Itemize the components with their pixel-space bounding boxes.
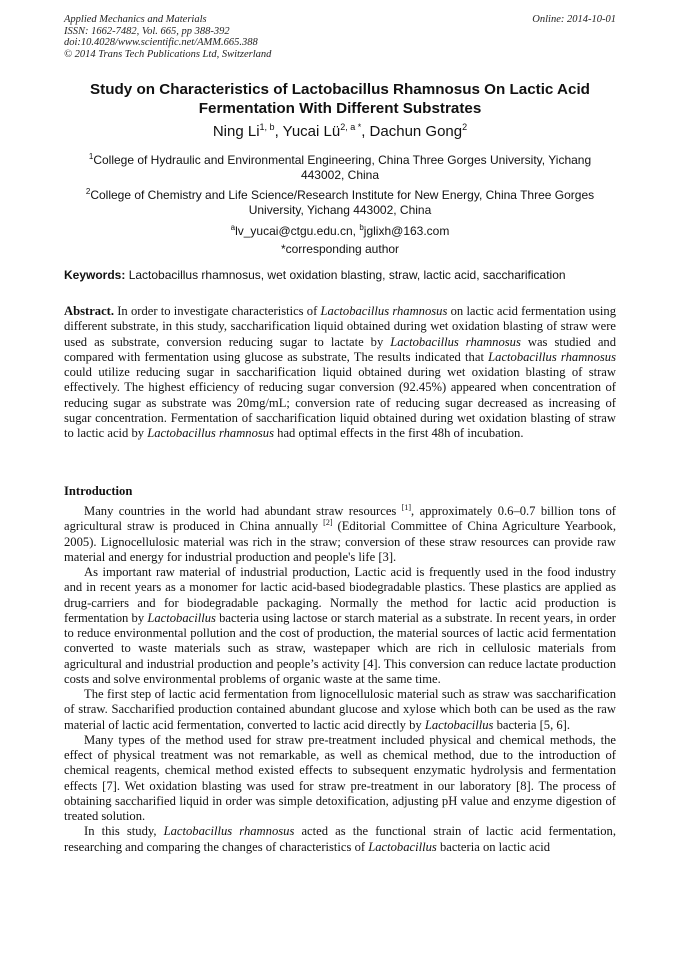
keywords-label: Keywords:: [64, 268, 126, 282]
abstract-text: had optimal effects in the first 48h of incubation.: [274, 426, 524, 440]
abstract-label: Abstract.: [64, 304, 115, 318]
species-name: Lactobacillus: [424, 717, 494, 732]
affil-text: University, Yichang 443002, China: [248, 203, 432, 217]
issn-line: ISSN: 1662-7482, Vol. 665, pp 388-392: [64, 25, 230, 37]
paper-title: [64, 80, 616, 118]
abstract-text: In order to investigate characteristics of: [114, 304, 321, 318]
title-line-2: Fermentation With Different Substrates: [198, 100, 482, 117]
corresponding-note: *corresponding author: [280, 242, 400, 256]
keywords: [64, 268, 616, 283]
email-mark: a: [230, 223, 236, 232]
paragraph: In this study, Lactobacillus rhamnosus acted as the functional strain of lactic acid fermentation, researching and comparing the changes of characteristics of Lactobacillus bacteria on lactic acid: [64, 824, 616, 854]
species-name: Lactobacillus rhamnosus: [320, 304, 448, 318]
author-name: Ning Li: [212, 123, 260, 140]
author-affil-mark: 2, a *: [340, 122, 362, 132]
affil-text: College of Chemistry and Life Science/Research Institute for New Energy, China Three Gorges: [90, 188, 595, 202]
paragraph: Many countries in the world had abundant straw resources [1], approximately 0.6–0.7 billion tons of agricultural straw is produced in China annually [2] (Editorial Committee of China Agriculture Yearbook, 2005). Lignocellulosic material was rich in the straw; conversion of these straw resources can provide raw material and energy for industrial production and people's life [3].: [64, 502, 616, 564]
affiliation-1: [74, 149, 606, 183]
affil-text: College of Hydraulic and Environmental Engineering, China Three Gorges University, Yichang: [93, 153, 592, 167]
abstract-text: could utilize reducing sugar in saccharification liquid obtained during wet oxidation blasting of straw effectively. The highest efficiency of reducing sugar conversion (92.45%) appeared when concentration of reducing sugar as substrate was 20mg/mL; conversion rate of reducing sugar decreased as increasing of sugar concentration. Fermentation of saccharification liquid obtained during wet oxidation blasting of straw to lactic acid by: [64, 365, 616, 440]
author-emails: [74, 220, 606, 239]
paragraph: As important raw material of industrial production, Lactic acid is frequently used in the food industry and in recent years as a monomer for lactic acid-based biodegradable plastics. These plastics are applied as drug-carriers and for biodegradable packaging. Normally the method for lactic acid production is fermentation by Lactobacillus bacteria using lactose or starch material as a substrate. In recent years, in order to reduce environmental pollution and the cost of production, the material sources of lactic acid fermentation converted to waste materials such as straw, wastepaper which are rich in cellulosic materials from agricultural and industrial production and people’s activity [4]. This conversion can reduce lactate production costs and solve environmental problems of organic waste at the same time.: [64, 565, 616, 686]
species-name: Lactobacillus: [147, 610, 216, 625]
author-affil-mark: 2: [462, 122, 468, 132]
author-name: Dachun Gong: [369, 123, 463, 140]
email-link[interactable]: jglixh@163.com: [363, 224, 450, 238]
title-line-1: Study on Characteristics of Lactobacillus Rhamnosus On Lactic Acid: [90, 81, 590, 98]
affiliation-2: [74, 184, 606, 218]
doi-line[interactable]: doi:10.4028/www.scientific.net/AMM.665.388: [64, 37, 258, 49]
author-name: Yucai Lü: [282, 123, 341, 140]
abstract: [64, 304, 616, 441]
journal-name: Applied Mechanics and Materials: [64, 14, 207, 25]
species-name: Lactobacillus rhamnosus: [163, 824, 295, 839]
abstract-text: was studied and compared with fermentation using glucose as substrate, The results indicated that: [64, 334, 616, 364]
author-list: Ning Li$^{1, b}$, Yucai $Lü^{2, a *}$, Dachun Gong$^2$: [212, 122, 468, 140]
copyright-line: © 2014 Trans Tech Publications Ltd, Switzerland: [64, 48, 272, 60]
citation-ref: [2]: [323, 518, 333, 528]
affil-mark: 1: [88, 152, 94, 161]
species-name: Lactobacillus: [368, 839, 437, 854]
species-name: Lactobacillus rhamnosus: [390, 334, 521, 349]
author-affil-mark: 1, b: [259, 122, 275, 132]
affil-text: 443002, China: [300, 168, 380, 182]
affil-mark: 2: [85, 187, 91, 196]
section-heading-introduction: Introduction: [64, 484, 133, 498]
online-date: Online: 2014-10-01: [532, 14, 616, 25]
citation-ref: [1]: [401, 502, 412, 512]
species-name: Lactobacillus rhamnosus: [147, 426, 275, 440]
introduction-body: [64, 504, 616, 855]
email-link[interactable]: lv_yucai@ctgu.edu.cn,: [235, 224, 360, 238]
email-mark: b: [359, 223, 364, 232]
keywords-text: Lactobacillus rhamnosus, wet oxidation blasting, straw, lactic acid, saccharification: [125, 268, 566, 282]
abstract-text: on lactic acid fermentation using different substrate, in this study, saccharification liquid obtained during wet oxidation blasting of straw were used as substrate, conversion reducing sugar to lactate by: [64, 304, 616, 349]
species-name: Lactobacillus rhamnosus: [488, 349, 616, 364]
journal-header: [64, 14, 616, 60]
paragraph: Many types of the method used for straw pre-treatment included physical and chemical methods, the effect of physical treatment was not remarkable, as well as chemical method, due to the introduction of chemical reagents, chemical method existed effects to subsequent enzymatic hydrolysis and fermentation effects [7]. Wet oxidation blasting was used for straw pre-treatment in our laboratory [8]. The process of obtaining saccharified liquid in order was simple detoxification, adjusting pH value and enzyme digestion of treated solution.: [64, 732, 616, 823]
paragraph: The first step of lactic acid fermentation from lignocellulosic material such as straw was saccharification of straw. Saccharified production contained abundant glucose and xylose which both can be used as the raw material of lactic acid fermentation, converted to lactic acid directly by Lactobacillus bacteria [5, 6].: [64, 687, 616, 732]
